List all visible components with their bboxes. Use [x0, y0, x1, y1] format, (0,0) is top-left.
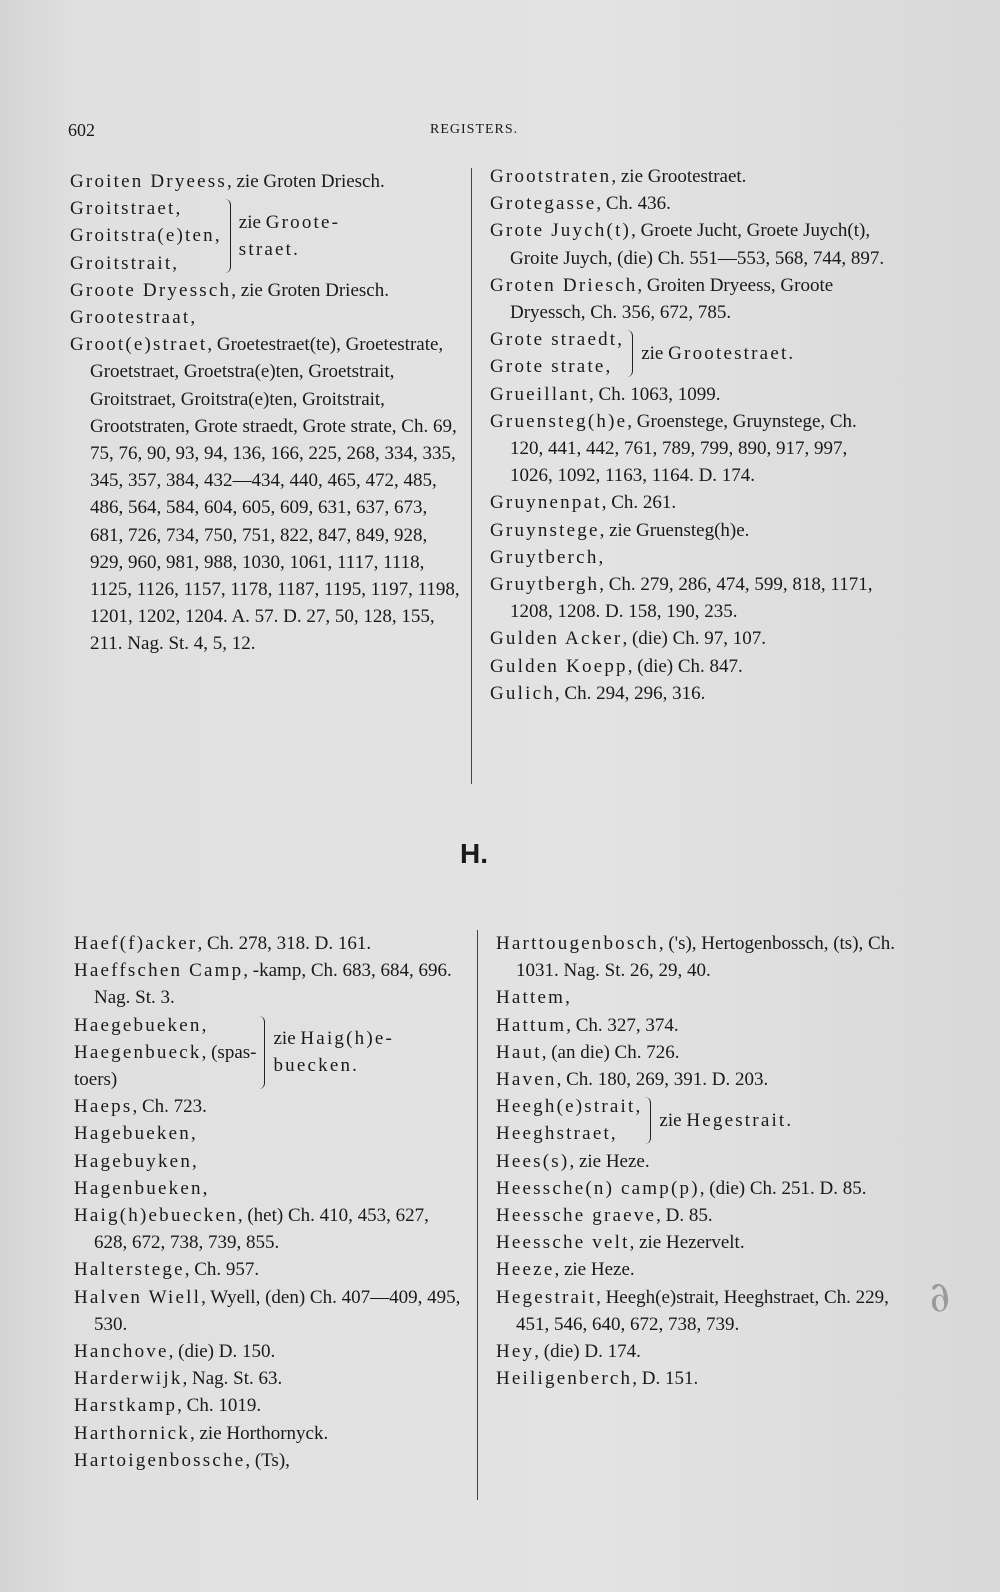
brace-mark	[258, 1016, 265, 1090]
index-entry: Heeze, zie Heze.	[496, 1259, 635, 1281]
index-entry: Hagenbueken,	[74, 1177, 208, 1199]
cross-reference-group	[496, 1093, 896, 1147]
brace-mark	[224, 199, 231, 273]
index-entry: Grote Juych(t), Groete Jucht, Groete Juych(t), Groite Juych, (die) Ch. 551—553, 568, 744, 897.	[490, 220, 885, 269]
index-term: Groitstrait,	[70, 252, 180, 274]
index-entry: Gruynstege, zie Gruensteg(h)e.	[490, 519, 750, 541]
index-entry: Haven, Ch. 180, 269, 391. D. 203.	[496, 1069, 769, 1091]
index-entry: Haeffschen Camp, -kamp, Ch. 683, 684, 696. Nag. St. 3.	[74, 960, 452, 1009]
index-entry: Harderwijk, Nag. St. 63.	[74, 1368, 283, 1390]
section-heading: H.	[460, 838, 488, 869]
index-term: Grote strate,	[490, 356, 613, 378]
index-entry: Heessche graeve, D. 85.	[496, 1205, 713, 1227]
index-entry: Gruensteg(h)e, Groenstege, Gruynstege, Ch. 120, 441, 442, 761, 789, 799, 890, 917, 997, 1026, 1092, 1163, 1164. D. 174.	[490, 410, 857, 487]
index-entry: Haef(f)acker, Ch. 278, 318. D. 161.	[74, 933, 372, 954]
index-entry: Hagebueken,	[74, 1123, 196, 1145]
cross-reference-target: zie Hegestrait.	[659, 1109, 794, 1131]
index-entry: Groot(e)straet, Groetestraet(te), Groetestrate, Groetstraet, Groetstra(e)ten, Groetstrait, Groitstraet, Groitstra(e)ten, Groitstrait, Grootstraten, Grote straedt, Grote strate, Ch. 69, 75, 76, 90, 93, 94, 136, 166, 225, 268, 334, 335, 345, 357, 384, 432—434, 440, 465, 472, 485, 486, 564, 584, 604, 605, 609, 631, 637, 673, 681, 726, 734, 750, 751, 822, 847, 849, 928, 929, 960, 981, 988, 1030, 1061, 1117, 1118, 1125, 1126, 1157, 1178, 1187, 1195, 1197, 1198, 1201, 1202, 1204. A. 57. D. 27, 50, 128, 155, 211. Nag. St. 4, 5, 12.	[70, 334, 460, 655]
cross-reference-target: zie Grootestraet.	[641, 342, 796, 364]
pencil-annotation: ∂	[922, 1270, 956, 1323]
index-entry: Harttougenbosch, ('s), Hertogenbossch, (ts), Ch. 1031. Nag. St. 26, 29, 40.	[496, 933, 895, 982]
column-rule	[471, 168, 472, 784]
index-entry: Gruynenpat, Ch. 261.	[490, 492, 677, 514]
index-entry: Haeps, Ch. 723.	[74, 1096, 207, 1118]
index-entry: Halterstege, Ch. 957.	[74, 1259, 260, 1281]
index-term: Heeghstraet,	[496, 1123, 618, 1145]
page-number: 602	[68, 120, 95, 140]
index-term: Haegebueken,	[74, 1014, 209, 1036]
cross-reference-group	[70, 195, 460, 277]
brace-mark	[626, 330, 633, 376]
h-right-column	[496, 930, 896, 1392]
cross-reference-target: zie Groote- straet.	[238, 211, 341, 260]
index-term: toers)	[74, 1069, 118, 1091]
index-entry: Gulich, Ch. 294, 296, 316.	[490, 682, 706, 704]
index-entry: Halven Wiell, Wyell, (den) Ch. 407—409, 495, 530.	[74, 1286, 461, 1335]
index-entry: Grotegasse, Ch. 436.	[490, 193, 671, 215]
index-entry: Gruytbergh, Ch. 279, 286, 474, 599, 818, 1171, 1208, 1208. D. 158, 190, 235.	[490, 574, 873, 623]
index-entry: Gulden Koepp, (die) Ch. 847.	[490, 655, 743, 677]
h-left-column	[74, 930, 464, 1474]
cross-reference-group	[74, 1012, 464, 1094]
index-entry: Hattum, Ch. 327, 374.	[496, 1014, 679, 1036]
index-entry: Harstkamp, Ch. 1019.	[74, 1395, 262, 1417]
index-entry: Groten Driesch, Groiten Dryeess, Groote Dryessch, Ch. 356, 672, 785.	[490, 274, 834, 324]
index-entry: Hartoigenbossche, (Ts),	[74, 1449, 290, 1471]
index-entry: Hey, (die) D. 174.	[496, 1341, 641, 1363]
index-term: Grote straedt,	[490, 329, 625, 351]
running-head: REGISTERS.	[430, 122, 519, 137]
index-entry: Haig(h)ebuecken, (het) Ch. 410, 453, 627, 628, 672, 738, 739, 855.	[74, 1205, 429, 1254]
index-entry: Grootestraat,	[70, 307, 196, 329]
cross-reference-group	[490, 326, 890, 380]
index-entry: Heiligenberch, D. 151.	[496, 1368, 699, 1390]
index-term: Heegh(e)strait,	[496, 1096, 643, 1118]
cross-reference-target: zie Haig(h)e- buecken.	[273, 1028, 395, 1077]
index-entry: Haut, (an die) Ch. 726.	[496, 1041, 680, 1063]
g-right-column	[490, 163, 890, 707]
g-left-column	[70, 168, 460, 658]
index-entry: Groiten Dryeess, zie Groten Driesch.	[70, 171, 385, 192]
brace-mark	[644, 1097, 651, 1143]
index-entry: Gulden Acker, (die) Ch. 97, 107.	[490, 628, 766, 650]
index-entry: Gruytberch,	[490, 546, 604, 568]
index-entry: Heessche velt, zie Hezervelt.	[496, 1232, 745, 1254]
index-term: Haegenbueck, (spas-	[74, 1041, 257, 1063]
index-entry: Hanchove, (die) D. 150.	[74, 1341, 276, 1363]
index-entry: Hees(s), zie Heze.	[496, 1150, 650, 1172]
index-term: Groitstraet,	[70, 198, 183, 220]
index-entry: Hattem,	[496, 987, 570, 1009]
index-entry: Grootstraten, zie Grootestraet.	[490, 166, 747, 187]
column-rule	[477, 930, 478, 1500]
index-entry: Grueillant, Ch. 1063, 1099.	[490, 383, 721, 405]
index-entry: Harthornick, zie Horthornyck.	[74, 1422, 329, 1444]
index-entry: Hagebuyken,	[74, 1150, 197, 1172]
index-entry: Groote Dryessch, zie Groten Driesch.	[70, 279, 389, 301]
index-entry: Heessche(n) camp(p), (die) Ch. 251. D. 85.	[496, 1177, 867, 1199]
index-entry: Hegestrait, Heegh(e)strait, Heeghstraet, Ch. 229, 451, 546, 640, 672, 738, 739.	[496, 1286, 889, 1335]
index-term: Groitstra(e)ten,	[70, 225, 222, 247]
